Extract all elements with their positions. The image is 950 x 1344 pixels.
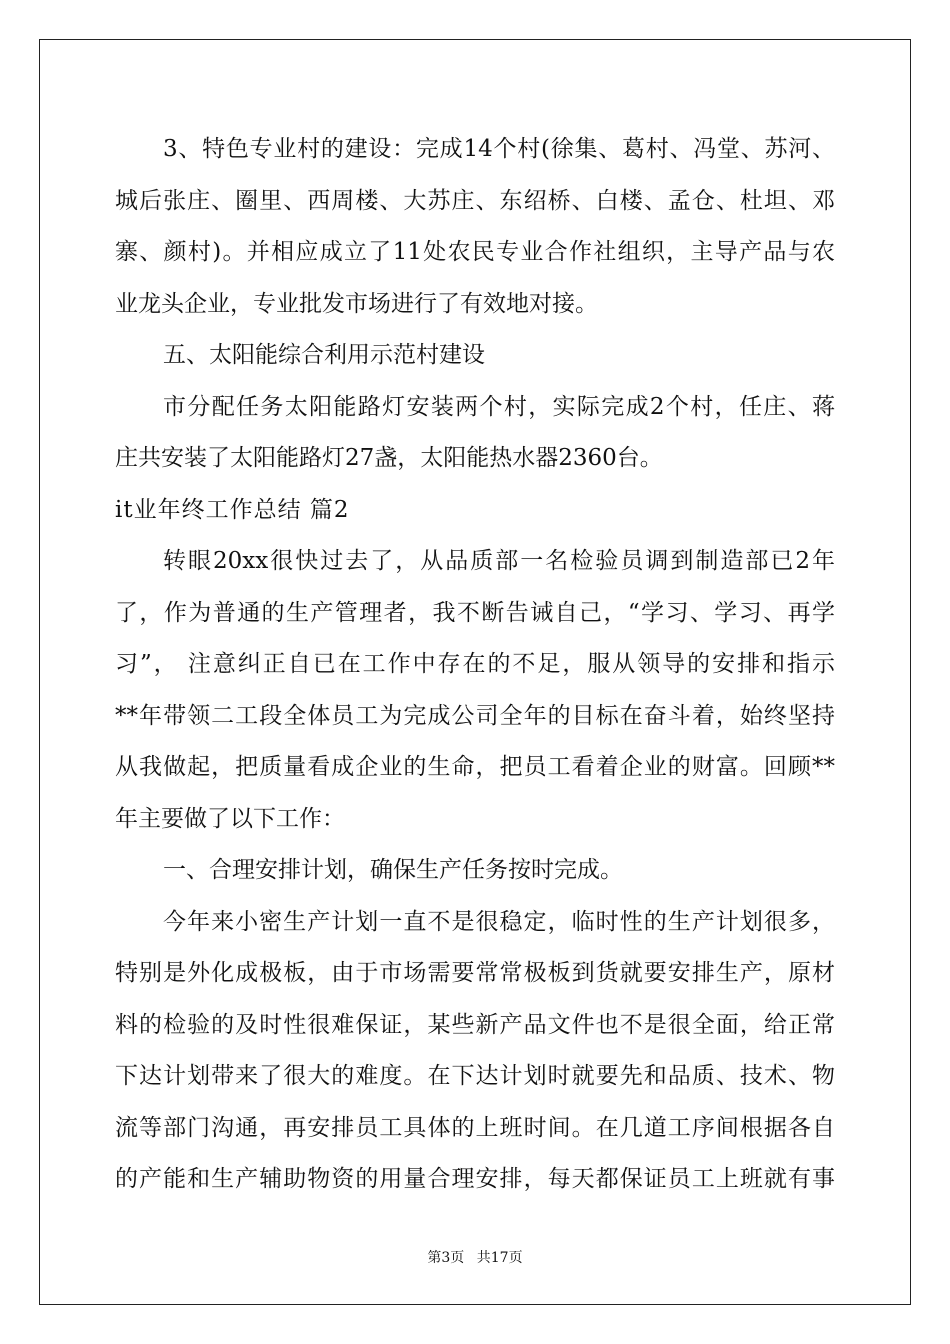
- paragraph-line: 庄共安装了太阳能路灯27盏，太阳能热水器2360台。: [115, 445, 663, 471]
- paragraph-line: 3、特色专业村的建设：完成14个村(徐集、葛村、冯堂、苏河、: [163, 136, 835, 162]
- article-title: it业年终工作总结 篇2: [115, 496, 350, 523]
- document-body: [115, 124, 835, 1206]
- paragraph-line: 市分配任务太阳能路灯安装两个村，实际完成2个村，任庄、蒋: [163, 393, 835, 420]
- section-heading: 五、太阳能综合利用示范村建设: [163, 342, 485, 368]
- page-footer: [0, 1247, 950, 1267]
- paragraph-line: 今年来小密生产计划一直不是很稳定，临时性的生产计划很多，: [163, 908, 835, 935]
- paragraph-line: 特别是外化成极板，由于市场需要常常极板到货就要安排生产，原材: [115, 960, 835, 986]
- paragraph-line: 的产能和生产辅助物资的用量合理安排，每天都保证员工上班就有事: [115, 1166, 835, 1192]
- paragraph-line: 年主要做了以下工作：: [115, 805, 345, 832]
- paragraph-line: 下达计划带来了很大的难度。在下达计划时就要先和品质、技术、物: [115, 1063, 835, 1089]
- paragraph-line: 从我做起，把质量看成企业的生命，把员工看着企业的财富。回顾**: [115, 754, 835, 780]
- paragraph-line: **年带领二工段全体员工为完成公司全年的目标在奋斗着，始终坚持: [115, 702, 835, 729]
- page-number: 第3页: [427, 1250, 465, 1266]
- paragraph-line: 流等部门沟通，再安排员工具体的上班时间。在几道工序间根据各自: [115, 1114, 835, 1141]
- paragraph-line: 习”， 注意纠正自已在工作中存在的不足，服从领导的安排和指示: [115, 651, 835, 677]
- paragraph-line: 寨、颜村)。并相应成立了11处农民专业合作社组织，主导产品与农: [115, 239, 835, 265]
- paragraph-line: 了，作为普通的生产管理者，我不断告诫自己，“学习、学习、再学: [115, 599, 835, 626]
- page-total: 共17页: [476, 1250, 523, 1266]
- paragraph-line: 业龙头企业，专业批发市场进行了有效地对接。: [115, 290, 598, 317]
- section-heading: 一、合理安排计划，确保生产任务按时完成。: [163, 857, 623, 883]
- paragraph-line: 城后张庄、圈里、西周楼、大苏庄、东绍桥、白楼、孟仓、杜坦、邓: [115, 187, 835, 214]
- paragraph-line: 料的检验的及时性很难保证，某些新产品文件也不是很全面，给正常: [115, 1011, 835, 1038]
- paragraph-line: 转眼20xx很快过去了，从品质部一名检验员调到制造部已2年: [163, 548, 835, 574]
